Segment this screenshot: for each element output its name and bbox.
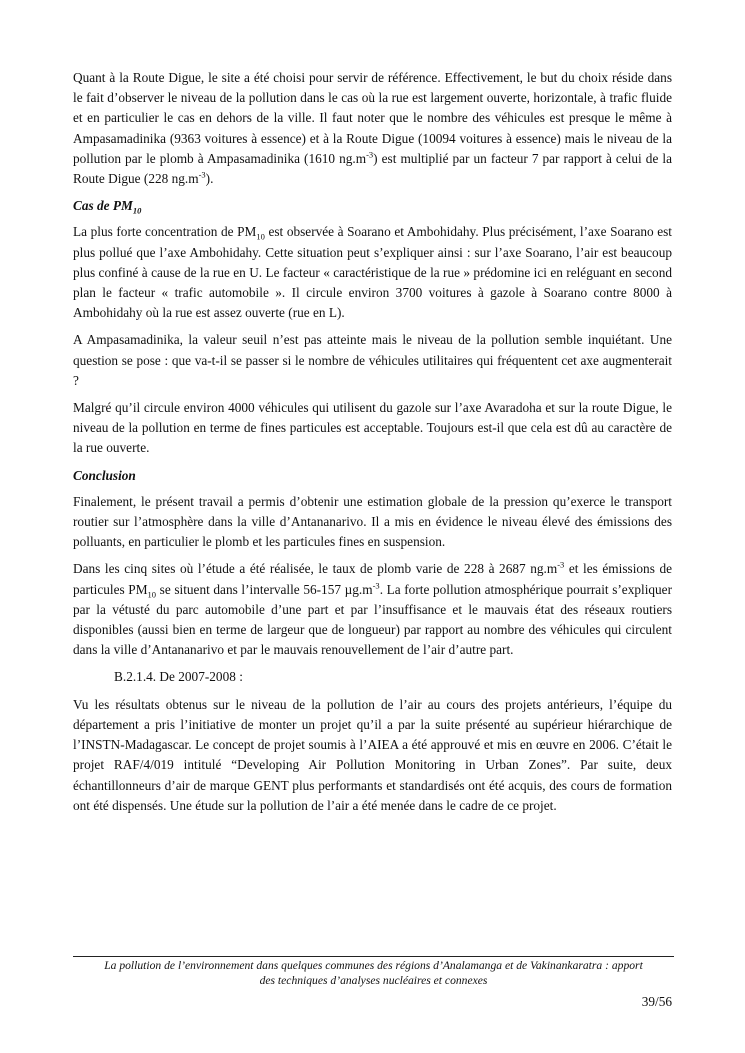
page-number: 39/56 [641, 994, 672, 1009]
paragraph-text: est observée à Soarano et Ambohidahy. Plus précisément, l’axe Soarano est plus pollué que l’axe Ambohidahy. Cette situation peut s’expliquer ainsi : sur l’axe Soarano, l’air est beaucoup plus confiné à cause de la rue en U. Le facteur « caractéristique de la rue » prédomine ici en reléguant en second plan le facteur « trafic automobile ». Il circule environ 3700 voitures à gazole à Soarano contre 8000 à Ambohidahy où la rue est assez ouverte (rue en L). [73, 224, 672, 321]
paragraph-five-sites [73, 559, 672, 660]
page-footer [73, 958, 674, 988]
paragraph-text: ) est multiplié par un facteur 7 par rapport à celui de la Route Digue (228 ng.m [73, 150, 672, 187]
paragraph-avaradoha: Malgré qu’il circule environ 4000 véhicules qui utilisent du gazole sur l’axe Avaradoha et sur la route Digue, le niveau de la pollution en terme de fines particules est acceptable. Toujours est-il que cela est dû au caractère de la rue ouverte. [73, 400, 672, 456]
subscript: 10 [147, 589, 157, 600]
footer-divider [73, 956, 674, 957]
superscript: -3 [366, 149, 374, 160]
section-heading-b214: B.2.1.4. De 2007-2008 : [114, 669, 243, 685]
superscript: -3 [372, 580, 380, 591]
paragraph-text: Dans les cinq sites où l’étude a été réalisée, le taux de plomb varie de 228 à 2687 ng.m [73, 561, 558, 577]
paragraph-text: et les émissions de particules PM [73, 561, 672, 597]
paragraph-text: La plus forte concentration de PM [73, 224, 257, 240]
paragraph-route-digue [73, 68, 672, 189]
heading-conclusion: Conclusion [73, 467, 136, 483]
paragraph-text: Quant à la Route Digue, le site a été choisi pour servir de référence. Effectivement, le but du choix réside dans le fait d’observer le niveau de la pollution dans le cas où la rue est largement ouverte, horizontale, à trafic fluide et en particulier le cas en dehors de la ville. Il faut noter que le nombre des véhicules est presque le même à Ampasamadinika (9363 voitures à essence) et à la Route Digue (10094 voitures à essence) mais le niveau de la pollution par le plomb à Ampasamadinika (1610 ng.m [73, 70, 672, 166]
footer-line: La pollution de l’environnement dans quelques communes des régions d’Analamanga et de Vakinankaratra : apport [104, 959, 643, 972]
subscript: 10 [256, 232, 265, 243]
superscript: -3 [198, 169, 206, 180]
footer-line: des techniques d’analyses nucléaires et connexes [259, 974, 488, 987]
subscript: 10 [132, 205, 142, 216]
paragraph-text: ). [205, 171, 214, 187]
paragraph-text: se situent dans l’intervalle 56-157 µg.m [156, 581, 373, 597]
paragraph-project: Vu les résultats obtenus sur le niveau de la pollution de l’air au cours des projets antérieurs, l’équipe du département a pris l’initiative de monter un projet qu’il a par la suite présenté au supérieur hiérarchique de l’INSTN-Madagascar. Le concept de projet soumis à l’AIEA a été approuvé et mis en œuvre en 2006. C’était le projet RAF/4/019 intitulé “Developing Air Pollution Monitoring in Urban Zones”. Par suite, deux échantillonneurs d’air de marque GENT plus performants et standardisés ont été acquis, des cours de formation ont été dispensés. Une étude sur la pollution de l’air a été menée dans le cadre de ce projet. [73, 696, 672, 813]
heading-text: Cas de PM [73, 198, 133, 214]
paragraph-conclusion: Finalement, le présent travail a permis d’obtenir une estimation globale de la pression qu’exerce le transport routier sur l’atmosphère dans la ville d’Antananarivo. Il a mis en évidence le niveau élevé des émissions des polluants, en particulier le plomb et les particules fines en suspension. [73, 493, 672, 550]
paragraph-text: . La forte pollution atmosphérique pourrait s’expliquer par la vétusté du parc automobile d’une part et par l’insuffisance et le mauvais état des réseaux routiers disponibles (aussi bien en terme de largeur que de longueur) par rapport au nombre des véhicules qui circulent dans la ville d’Antananarivo et par le mauvais renouvellement de l’air d’autre part. [73, 581, 673, 658]
page-body [73, 68, 672, 823]
heading-cas-pm10 [73, 196, 672, 216]
paragraph-ampasamadinika: A Ampasamadinika, la valeur seuil n’est pas atteinte mais le niveau de la pollution semble inquiétant. Une question se pose : que va-t-il se passer si le nombre de véhicules utilitaires qui fréquentent cet axe augmenterait ? [73, 332, 672, 388]
superscript: -3 [557, 560, 565, 571]
paragraph-pm10 [73, 222, 672, 323]
